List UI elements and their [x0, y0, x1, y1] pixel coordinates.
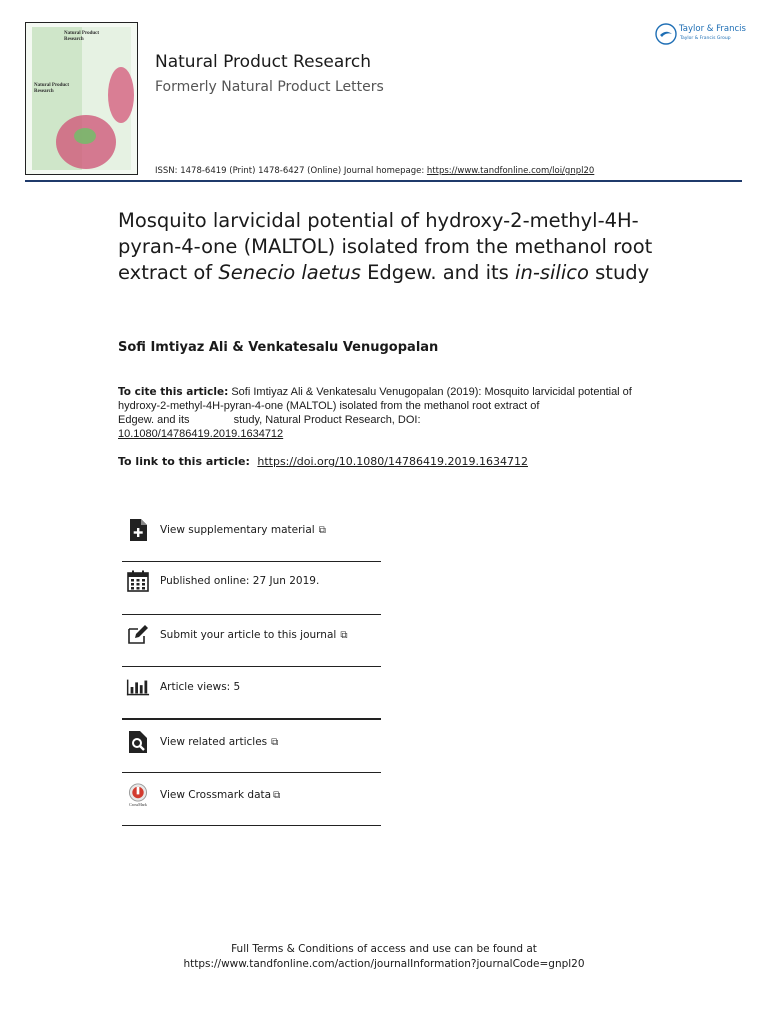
title-part-1: Mosquito larvicidal potential of hydroxy-2-methyl-4H-pyran-4-one (MALTOL) isolated from the methanol root extract of [118, 209, 653, 284]
article-doi-link[interactable]: https://doi.org/10.1080/14786419.2019.1634712 [257, 455, 528, 468]
citation-text-1: Sofi Imtiyaz Ali & Venkatesalu Venugopalan (2019): Mosquito larvicidal potential of hydroxy-2-methyl-4H-pyran-4-one (MALTOL) isolated from the methanol root extract of [118, 386, 632, 412]
external-link-icon: ⧉ [340, 629, 348, 641]
crossmark-icon [126, 783, 150, 807]
issn-text: ISSN: 1478-6419 (Print) 1478-6427 (Online) Journal homepage: [155, 166, 425, 176]
terms-footer [0, 942, 768, 972]
title-part-2: Edgew. and its [360, 261, 516, 284]
published-online-row [126, 566, 386, 596]
cover-leaf-graphic [74, 128, 96, 144]
journal-cover-image [25, 22, 138, 175]
cover-molecule-graphic [108, 67, 134, 123]
supplementary-label: View supplementary material [160, 524, 315, 536]
divider [122, 561, 381, 562]
supplementary-icon [126, 518, 150, 542]
journal-title[interactable]: Natural Product Research [155, 52, 372, 72]
journal-subtitle: Formerly Natural Product Letters [155, 79, 384, 95]
title-insilico: in-silico [515, 261, 589, 284]
citation-text-2: Edgew. and its [118, 414, 193, 426]
divider [122, 772, 381, 773]
publisher-name[interactable]: Taylor & Francis [679, 24, 746, 34]
citation-block [118, 385, 638, 441]
bar-chart-icon [126, 675, 150, 699]
taylor-francis-logo-icon [655, 23, 677, 45]
journal-homepage-link[interactable]: https://www.tandfonline.com/loi/gnpl20 [426, 166, 595, 176]
citation-doi-link[interactable]: 10.1080/14786419.2019.1634712 [118, 428, 284, 440]
external-link-icon: ⧉ [273, 789, 281, 801]
article-views-label: Article views: 5 [160, 681, 241, 693]
link-line [118, 455, 528, 468]
header-rule [25, 180, 742, 182]
divider [122, 666, 381, 667]
footer-line-1: Full Terms & Conditions of access and use can be found at [231, 943, 537, 955]
external-link-icon: ⧉ [271, 736, 279, 748]
supplementary-material-row[interactable] [126, 515, 386, 545]
citation-label: To cite this article: [118, 386, 229, 398]
related-articles-label: View related articles [160, 736, 268, 748]
divider [122, 614, 381, 615]
crossmark-row[interactable] [126, 780, 386, 810]
crossmark-caption: CrossMark [129, 802, 147, 807]
submit-article-label: Submit your article to this journal [160, 629, 337, 641]
submit-article-row[interactable] [126, 620, 386, 650]
citation-text-3: study, Natural Product Research, DOI: [230, 414, 421, 426]
cover-title: Natural Product Research [64, 31, 100, 42]
edit-icon [126, 623, 150, 647]
cover-title-secondary: Natural Product Research [34, 83, 70, 94]
article-title [118, 208, 678, 286]
published-online-label: Published online: 27 Jun 2019. [160, 575, 320, 587]
divider [122, 825, 381, 826]
related-search-icon [126, 730, 150, 754]
calendar-icon [126, 569, 150, 593]
related-articles-row[interactable] [126, 727, 386, 757]
divider [122, 718, 381, 720]
article-views-row [126, 672, 386, 702]
issn-line [155, 166, 594, 176]
crossmark-label: View Crossmark data [160, 789, 272, 801]
title-part-3: study [588, 261, 650, 284]
article-authors: Sofi Imtiyaz Ali & Venkatesalu Venugopalan [118, 340, 439, 355]
title-species: Senecio laetus [218, 261, 361, 284]
footer-terms-link[interactable]: https://www.tandfonline.com/action/journalInformation?journalCode=gnpl20 [183, 958, 585, 970]
publisher-group: Taylor & Francis Group [680, 36, 731, 41]
external-link-icon: ⧉ [318, 524, 326, 536]
link-label: To link to this article: [118, 455, 250, 468]
